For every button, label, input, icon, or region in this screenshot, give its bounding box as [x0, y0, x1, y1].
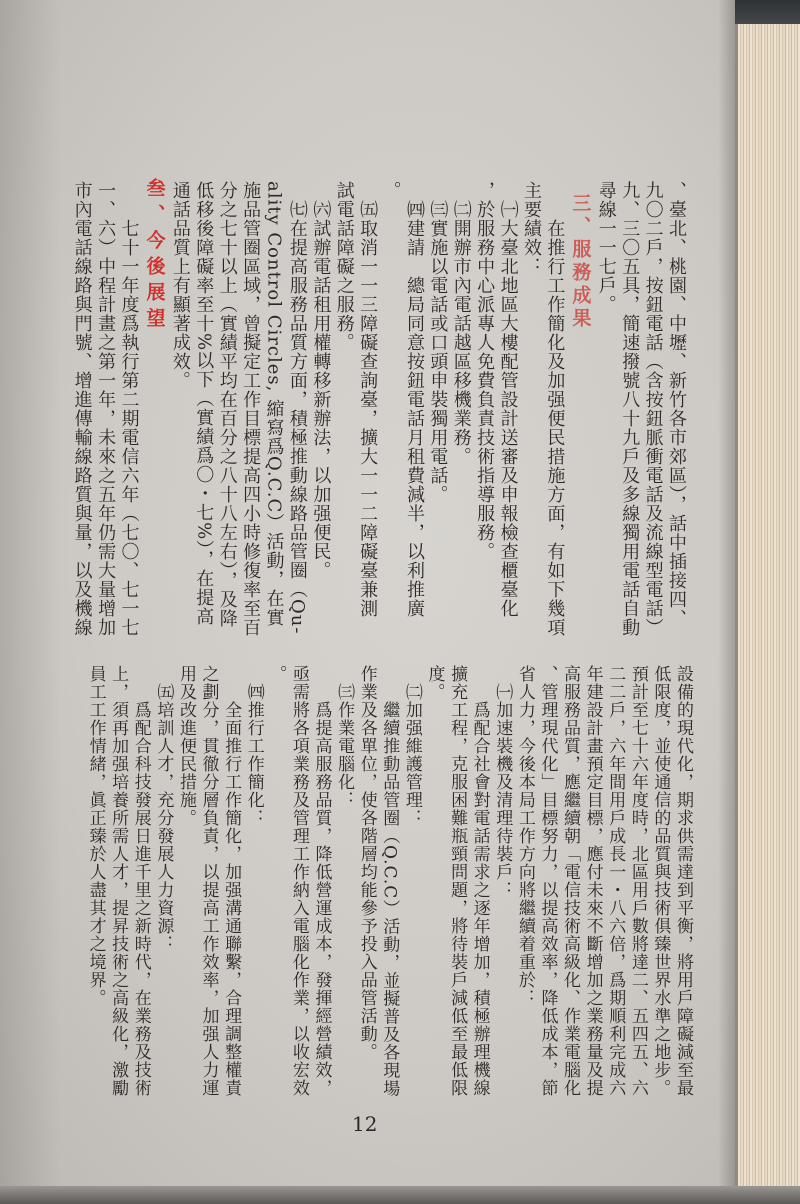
book-cover-corner: [735, 0, 800, 24]
text-column: 全面推行工作簡化，加强溝通聯繫，合理調整權責: [221, 701, 242, 1097]
text-column: 爲提高服務品質，降低營運成本，發揮經營績效，: [311, 701, 332, 1097]
text-column: 員工工作情緒，眞正臻於人盡其才之境界。: [85, 665, 106, 1007]
list-item: ㈢作業電腦化：: [334, 683, 355, 809]
list-item: ㈠大臺北地區大樓配管設計送審及申報檢查櫃臺化: [497, 200, 519, 618]
text-column: 、臺北、桃園、中壢、新竹各市郊區），話中插接四、: [666, 181, 687, 628]
text-column: 預計至七十六年度時，北區用戶數將達二、五四五、六: [627, 665, 648, 1097]
list-item: ㈤培訓人才，充分發展人力資源：: [153, 683, 174, 953]
bottom-shadow: [0, 1186, 800, 1204]
list-item: ㈤取消一一三障礙查詢臺，擴大一一二障礙臺兼測: [357, 200, 379, 618]
text-column: 設備的現代化，期求供需達到平衡，將用戶障礙減至最: [673, 665, 693, 1097]
text-column: 低移後障礙率至十%以下（實績爲〇・七%），在提高: [193, 181, 215, 627]
text-column: 年建設計畫預定目標，應付未來不斷增加之業務量及提: [582, 665, 603, 1097]
text-column: 繼續推動品管圈（Q.C.C）活動，並擬普及各現場: [379, 701, 400, 1098]
text-column: 。: [266, 665, 287, 683]
text-column: 亟需將各項業務及管理工作納入電腦化作業，以收宏效: [288, 665, 309, 1097]
list-item: ㈠加速裝機及清理待裝戶：: [492, 683, 513, 899]
text-column: 用及改進便民措施。: [175, 665, 196, 827]
page-edge-stack: [738, 22, 800, 1188]
text-column: 爲配合社會對電話需求之逐年增加，積極辦理機線: [469, 701, 490, 1097]
text-column: 通話品質上有顯著成效。: [169, 181, 191, 390]
text-column: 市內電話線路與門號、增進傳輸線路質與量，以及機線: [71, 181, 93, 637]
text-column: 施品管圈區域，曾擬定工作目標提高四小時修復率至百: [240, 181, 262, 637]
text-column: 省人力，今後本局工作方向將繼續着重於：: [514, 665, 535, 1007]
page-left-shadow: [0, 0, 60, 1204]
list-item: ㈣建請 總局同意按鈕電話月租費減半，以利推廣: [403, 200, 425, 618]
text-column: 高服務品質，應繼續朝「電信技術高級化、作業電腦化: [560, 665, 581, 1097]
text-column: ，於服務中心派專人免費負責技術指導服務。: [474, 181, 496, 561]
text-column: 低限度，並使通信的品質與技術俱臻世界水準之地步。: [650, 665, 671, 1097]
list-item: ㈢實施以電話或口頭申裝獨用電話。: [427, 200, 449, 504]
section-heading-future-outlook: 叁、今後展望: [143, 178, 166, 334]
text-column: 一、六）中程計畫之第一年，未來之五年仍需大量增加: [95, 181, 117, 637]
page-edge-line: [735, 0, 738, 1204]
top-text-block: [70, 178, 688, 661]
text-column: 。: [380, 181, 402, 200]
text-column: ality Control Circles, 縮寫爲Q.C.C）活動，在實: [263, 181, 285, 628]
text-column: 爲配合科技發展日進千里之新時代，在業務及技術: [130, 701, 151, 1097]
text-column: 試電話障礙之服務。: [333, 181, 355, 352]
text-column: 尋線一一七戶。: [595, 181, 617, 314]
list-item: ㈥試辦電話租用權轉移新辦法，以加强便民。: [310, 200, 332, 580]
text-column: 分之七十以上（實績平均在百分之八十八左右），及降: [216, 181, 238, 628]
bottom-text-block: [83, 665, 694, 1110]
text-column: 上，須再加强培養所需人才，提昇技術之高級化，激勵: [108, 665, 129, 1097]
text-column: 度。: [424, 665, 445, 701]
text-column: 主要績效：: [520, 181, 542, 276]
list-item: ㈦在提高服務品質方面，積極推動線路品管圈（Qu-: [286, 200, 308, 635]
text-column: 在推行工作簡化及加强便民措施方面，有如下幾項: [544, 219, 566, 637]
text-column: 七十一年度爲執行第二期電信六年（七〇、七一七: [118, 219, 140, 637]
text-column: 九、三〇五具，簡速撥號八十九戶及多線獨用電話自動: [619, 181, 641, 637]
text-column: 作業及各單位，使各階層均能參予投入品管活動。: [356, 665, 377, 1061]
list-item: ㈡加强維護管理：: [401, 683, 422, 827]
text-column: 九〇二戶，按鈕電話（含按鈕脈衝電話及流線型電話）: [642, 181, 664, 637]
section-heading-service-results: 三、服務成果: [569, 193, 592, 331]
list-item: ㈣推行工作簡化：: [243, 683, 264, 827]
text-column: 之劃分，貫徹分層負責，以提高工作效率，加强人力運: [198, 665, 219, 1097]
page-number: 12: [352, 1112, 378, 1136]
text-column: 擴充工程，克服困難瓶頸問題，將待裝戶減低至最低限: [447, 665, 468, 1097]
text-column: 、管理現代化」目標努力，以提高效率，降低成本，節: [537, 665, 558, 1097]
list-item: ㈡開辦市內電話越區移機業務。: [450, 200, 472, 466]
text-column: 二二戶，六年間用戶成長一・八六倍，爲期順利完成六: [605, 665, 626, 1097]
